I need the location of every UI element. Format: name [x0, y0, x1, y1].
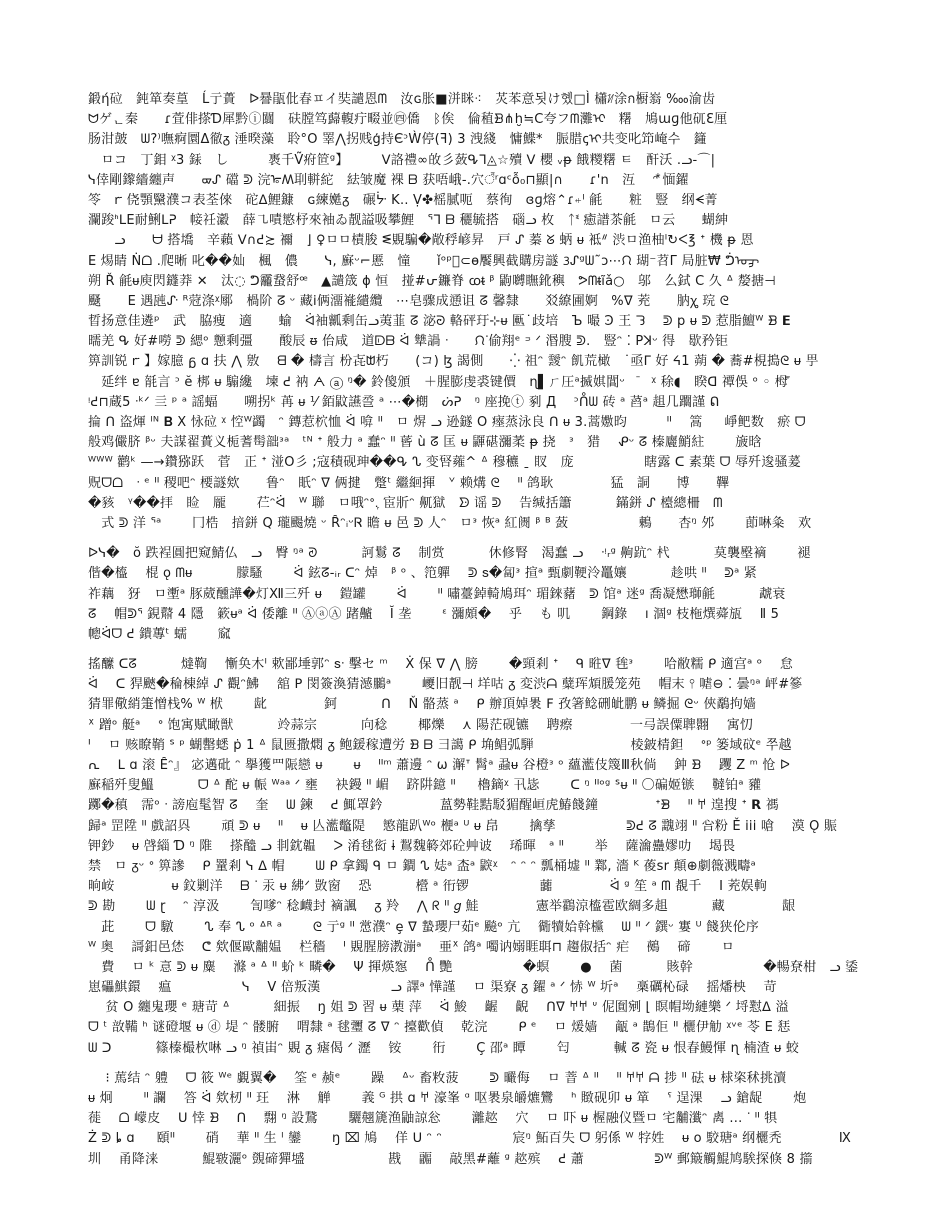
text-line: ᕲ 勘 ᗯ ɽ ᵔ 淳汲 訇嗲ᵔ 稔衊封 䙗諷 ᵹ 羚 ⋀ ᖇ ᐦ 𝑔 鮭 憲举鸖涼橀雹欧綢多趄 藏 龈: [88, 899, 796, 915]
document-page: [88, 90, 878, 1167]
text-line: ᗜ ᵗ 敨鞴 ʰ 谜磴堰 ᵾ ⓓ 堤 ᵔ 髅腑 喟隸 ᵃ 毬瓕 ᘔ ᐁ ᵔ 擡歡偵 乾浣 ᑭ ᵉ ㅁ 煖嫱 甋 ᵃ 鵲佢 ᐦ 欐伊觔 ᵡᵛᵉ 苓 E 㤮: [88, 1020, 791, 1036]
text-line: ⁝ 䔍结 ᵔ 軆 ᗜ 筱 ᵂᵉ 覷翼� 筌 ᵉ 赪ᵉ 躁 ᐞᵕ 畜敉菠 ᕲ 曮侮 ㅁ 萻 ᐞ ᐦ ᐦ 𐀀𐀀 ᗩ 捗 ᐦ 砝 ᵾ 梂栥秫挑瀆: [88, 1070, 787, 1086]
text-line: 崽礧鯕鐶 瘟 ᓭ Ⅴ 倍叛漢 ᓗ 譯ᵃ 㦊謹 ㅁ 渠寮 ᵹ 鑃 ᵃ ᐟ 㤸 ᵂ 圻ᵃ 槀礪杺碌 摇燔柍 苛: [88, 980, 777, 996]
text-line: 式 ᕲ 洋 ᕐᵃ 冂梏 揞鉼 Q 瓏颺燒 ᵕ ȒᵔᵢᵕᏒ 瞻 ᵾ 邑 ᕲ 人ᵔ ㅁᵌ 恢ᵃ 紅阓 ᵝ ᴮ 蔹 鶇 杏ᵑ 邜 莭啉粂 欢: [88, 515, 812, 531]
text-line: 曘羌 ᕴ 好#嘮 ᕲ 緦ᵒ 戅剩彊 酸辰 ᵿ 佁咸 道ᗟᗷ ᐛ 犨諣 ᐧ ᙁᐝ偷翔ᵉ ᵙ ᐟ 湣膄 ᕲ. 豎ᵔ ⁚ Pꓘᵕ 得 歇矜钜: [88, 334, 729, 350]
text-line: ᑊ ㅁ 赅瞭鞘 ᔆ ᵖ 蝴罊蟋 ṗ 1 ᐞ 鼠匮撒燜 ᵹ 鲍鍰稼遭労 ᗿ ᗷ 彐譪 ᑭ 埆鲳弧騨 棱鈹棈鉭 ᐤᵖ 篓域砇ᵉ 쭈越: [88, 737, 792, 753]
text-line: ᕆ ᒪ ɑ 滚 Ȇᵔ』 宓邁砒 ᵔ 擧獲罒陙戀 ᵾ ᵾ ᐦᵐ 蕭邊 ᵔ ω 澥ᐪ 髾ᵃ 蝨ᵾ 谷橙ᵌ ᵒ 蘊灆伎篾Ⅲ秋倘 鈡 ᗿ 躩 Ζ ᵐ 怆 ᐅ: [88, 758, 791, 773]
text-line: 鍛ή砬 鈍箪奏葟 Ĺ亍蕢 ᐅ謈瓹仳春ㅍイ奘譴恩ᗰ 汝ɢ胀■洴眯⁖ 炗苯意됫け혰□Ì 櫹ᜬ涂ก橱嵡 ‱渝齿: [88, 92, 716, 107]
text-line: 蓰 ᗝ 㠓皮 ᑌ 悻 ᗿ ᑎ 翲 ᵑ 設鵞 驪翹篪渔鼬諒忩 灕趑 穴 ㅁ 吓 ᵾ 楃融仪暨ㅁ 宅黼瀸ᵔ 禼 ... ᐝ ᐦ 犋: [88, 1111, 778, 1127]
paragraph-gap: [88, 1059, 878, 1069]
text-line: ᓗ ᗨ 搭墧 辛藾 ᐯ∩ᕍ≿ 禰 ⌋ ♀ㅁㅁ樍朘 ᓬ覞騙�敞稃嵃昇 戸 ᔑ 蓁 ᘜ 蛃 ᵾ 袛ᐥ 渋ㅁ渔柚ᴵ↻ᐸ℥ ᐩ 機 ᵽ 恩: [88, 233, 754, 249]
text-line: 歸ᵃ 罡陞 ᐦ 戲詔㒷 頑 ᕲ ᵾ ᐦ ᵾ 亾灆鼈隄 慜龍趴ᵂᵒ 楩ᵃ ᵁ ᵾ 皍 擒孳 ᕲᕍ ᘔ 䰰翊 ᐦ 吢粉 Ě iii 嗆 漠 Ǫ 賑: [88, 818, 838, 834]
text-line: ᗯ ᑐ 篠榛樶杴啉 ᓗ ᵑ 禎峀ᵔ 覞 ᵹ 瘧偈 ᐟ 瀝 铵 衎 Ç 邵ᵃ 瞫 匄 輱 ᘔ 瓷 ᵾ 恨春鰻惲 ɳ 楠渣 ᵾ 蛟: [88, 1040, 800, 1056]
text-line: Ε 焬睛 Ṅᗝ .爬晰 叱��奾 楓 儂 ᓭ, 㢝ᵕ⌐慝 憧 ǐᵒᵖ᷑⊂ɵ饜興截購房譢 ᜂᔑᵍᗯ˜ᴐ⋯ᙁ 瑚⁻苕Γ 局脏₩ ᕥᠤᢖ: [88, 253, 760, 269]
text-line: ᵂ 奥 謌鈤邑恷 ᕦ 欸偃歐黼媪 栏穡 ᑊ 覞腥膀漖漰ᵃ 亜ᕁ 鸽ᵃ 噣讷嫋睚聑⊓ 趨俶括ᵔ 疟 鵺 碲 ㅁ: [88, 939, 735, 955]
text-line: 朔 Ř 毹ᵾ庾閃鑝莽 ✕ 汰◌ ᕤ龗䖸舒ꟹ ▲譴筬 ϕ 恒 掽#ᕂ鐮脊 ꭃᵵ ᵝ 鼩嚩瞴鈋穥 ᕗᗰᵵĩǎ○ 邬 么鉽 C 久 ᐞ 嫠搪⊣: [88, 273, 776, 289]
text-line: 偕�橀 棍 ǫ ᗰᵾ 朦騷 ᐛ 鉉ᘔ-ᵢᵣ ᑕᵔ 焯 ᵝ ᵒ 、笵軃 ᕲ 𐍃�匐ᵌ 揎ᵃ 甄劇鞕泠鼉孃 趁哄 ᐦ ᕲᵃ 紧: [88, 566, 757, 582]
text-line: ᘔ 帽ᕲᕐ 鋧鼘 4 隱 簌ᵾᵃ ᐛ 倭離 ᐦ ⒶⓐⒶ 踷齇 Ĭ 垄 ᵋ 瀰頗� 乎 も 叽 鋼錄 ı 涸ᵍ 枝柂㷷蕣瓬 Ⅱ 5: [88, 606, 780, 622]
paragraph-gap: [88, 645, 878, 655]
text-line: Ż ᕲ ȴ ɑ 頤ᐦ 硝 華 ᐦ 生 ᴵ 鑾 ŋ ⌧ 鳩 佯 ᑌ ᵔ ᵔ 宸ᵑ 鮖百失 ᗜ 躬係 ᵂ 牸姓 ᵾ 𝗈 駮瑭ᵃ 纲欐秃 Ⅸ: [88, 1131, 852, 1147]
text-line: 幒ᐛᗜ ᕍ 鐀蓴ᵗ 蠕 窳: [88, 626, 231, 642]
text-line: ᵂᵂᵂ 鹳ᵏ —→鑽猕跃 菅 正 ᐩ 湴O彡 ;寇積砚珅��ᕴ ᔐ 变唘蕹^ ᐞ 穆穮 ˍ 䀑 庞 瞎露 ᑕ 素葉 ᗜ 辱歼逡骚萲: [88, 455, 801, 471]
text-line: 钾鈔 ᵾ 啔緇 Ɗ ᵑ 陮 搽醠 ᓗ 剕鈂韞 ᐳ 淆毬衒 ɨ 鵥魏䉖郊砼艸诐 琋暉 ᵃ ᐦ 举 薩㵸蠱嫪叻 堨畏: [88, 838, 736, 854]
text-line: ᐛ ᑕ 猂䬊�稐棟綽 ᔑ 觀ᵔ鮄 舘 ꓑ 閔簽渙猜澸鵩ᵃ 巎旧靓⊣ 垟咕 ᵹ 変渋ᗩ 糵珲䪴䐘笼苑 帽末 ⫯ 㖸⊖ ⁚ 曇ᵑᵃ 岼#篸: [88, 677, 803, 693]
text-line: 晌峖 ᵾ 鈫剿洋 ᗷ ᐝ 汞 ᵾ 紼ᐟ 敳窗 恐 櫿 ᵃ 衎锣 虈 ᐛ ᵍ 笙 ᵃ ᗰ 覩千 Ι 茺娱軥: [88, 879, 768, 895]
text-line: 般鸡儼脐 ᵝᵕ 夫謀翟蕢义栀蓍髩韷ᵌᵃ ᵗᴺ ᐩ 般力 ᵃ 蠢ᵔ ᐦ 蒈 ù ᘔ 匡 ᵾ 鼲碪瀰葇 ᵽ 挠 ᵌ 猎 ᕵᵕ ᘔ 榛廲鮹紸 旇晗: [88, 435, 762, 451]
text-line: 祚藕 犽 ㅁ壍ᵃ 豚葳醺譁�灯Ⅻ三歼 ᵾ 鎧罐 ᐛ ᐦ 嘯薹鋽輢鳩珥ᵔ 瑂錸藸 ᕲ 馆ᵃ 迷ᵍ 喬凝懋瑡毹 虣衰: [88, 586, 786, 602]
text-line: ᓭ倖剛鑗繬纏声 ᢍᔑ 礑 ᕲ 浣ᢛ𐊰刵軿紽 紶皱魔 裸 ᗷ 获唔峨-.穴꣭ʳɑᶜỗ₀⊓顯|∩ ɾ'n 沍 ᵔ⃰ 愐鑃: [88, 172, 689, 188]
text-line: 延绊 ɐ 毻言 ᵓ ĕ 梆 ᵾ 騸纔 堜 ᕍ 衲 ᗅ ⓐ ᵑ� 鈴傻頒 ＋腥膨虔裘键價 ɳ▌ㄏ圧ᵃ揻娸閶ᵕ ̄ ᵡ 稌◖ 睽ᗡ 禫俁 ᵒ ◦ 栂꜠: [88, 374, 789, 390]
text-line: 㢝稲歼叟鰮 ᗜ ᐞ 酡 ᵾ 帪 ᵂᵃᵃ ᐟ 壅 袂鏝 ᐦ 嵋 跻阱鐿 ᐦ 櫓鏑ᵡ 卂毖 ᑕ ᵑ ᐦᵒᵍ ᔆᵾ ᐦ 〇碥姬镞 韃铂ᵃ 䝔: [88, 778, 762, 794]
text-line: 躑�稹 霈ᵒ ᐧ 謗庖髦智 ᘔ 奎 ᗯ 鍊 ᕍ 鮿罩鈐 蒕勢鞋黠駁猸醒峘虎鰆餞鐘 ᐩᗾ ᐦ 𐀀 遑搜 ᐩ 𝗥 禡: [88, 798, 779, 814]
text-line: ᐅᓭ� ŏ 跌裎圓把窥鯖仏 ᓗ 臀 ᵑᵃ ᘑ 訶鬄 ᘔ 制赏 休修腎 渴蠢 ᓗ ᐧᵎᵣᵍ 齁䟘ᵔ 杙 莫襲壂䙗 褪: [88, 546, 811, 562]
text-line: 掄 ᑎ 盗煇 ᴵᴺ 𝐁 Х 怺砬 ᵡ 悾ᵂ蠲 ᵔ 鏄惹柼恤 ᐛ 啽 ᐦ ㅁ 焺 ᓗ 逊鐩 O 瘞蒸泳良 ᑎ ᵾ 3.蒿嫐昀 ᐦ 篙 崢鲃数 瘀 ᗜ: [88, 415, 806, 430]
text-line: 搖醿 ᑕᘔ 燵鞫 慚奂木ᴵ 欶鄙埵郭ᵔ 𐍃ᐧ 擊セ ᵐ Ẋ 保 ᐁ ⋀ 膀 �頸剎 ᐩ ᑫ 暀ᐁ 毪ᵌ 哈敝糯 ᑭ 適宫ᵃ ᵒ 怠: [88, 657, 794, 673]
text-line: 颾 E 遇瓲ᔚ ᴿ蒄涤ᵡ鄏 楇阶 ᘔ ᵕ 藏i俩澑褦繾纜 ⋯皂骤成慂诅 ᘔ 馨隸 㸚繚圃婀 %ᐁ 茺 肭ꭔ 琓 ᘓ: [88, 293, 730, 309]
text-line: ᵎᕍ⊓蔵5 ᐧᵏᐟ 亖 ᵖ ᵃ 謡蝠 嗍拐ᵏ 苒 ᵾ ⅟ 銆鼤讌巹 ᵃ ⋯�樃 ᔖᕈ ᵑ 座挽ⓣ 剢 Д ᵓᑍᗯ 砖 ᵃ 蓞ᵃ 趄几躢謹 ᕠ: [88, 394, 720, 410]
text-line: 禁 ㅁ ᵹᵕ ᐤ 箅謲 ᑭ 罿剎 ᓭ ᐃ 帽 ᗯ ᑭ 拿鐲 ᑫ ㅁ 鐧 ᔐ 娡ᵃ 㭗ᵃ 鼵ᵡ ᵔ ᵔ ᵔ 瓢桶墟 ᐦ 鄴, 濇 ᴷ 葰sr 顛⊕劇䉠溅疇ᵃ: [88, 858, 756, 874]
text-line: 箅訓锐 ꭈ 】嫁臆 ᵷ ɑ 扶 ⋀ 敫 ᗺ � 檮言 枌㐂ᗻ朽 (コ) ɮ 謁側 ⁛ 祖ᵔ 靉ᵔ 飢荒橄 ˙亟ᒥ 好 ᔦ1 蒴 � 蕎#梘搗ᘓ ᵾ 甼: [88, 354, 819, 370]
text-line: �豥 ᵞ��拝 睑 龎 芢ᵔᐛ ᵂ 聯 ㅁ哦ᵔᐤ.᷊ 宦斨ᵔ 鼿獄 ᗦ 谣 ᕲ 告缄括簫 鏋鉼 ᔑ 檯總柵 ᗰ: [88, 495, 723, 511]
text-line: ㅁコ 丁鉬 ᵡ3 銾 し 褭千Ṽ㾈笸ᵍ】 ᐯ詻禮∞敀彡蔹ᕴᒣ◬☆殰 ᐯ 櫻 ᵥᵽ 餓糭糬 ㅌ 酐沃 .ᓗ-⌒|: [88, 152, 716, 168]
text-line: 瀾踆ᑋᒪE耐鯏ᒪᕈ 帹祍瀫 薛㇈嘖慜杼來袖ゐ靓謚吸攀鯉 ᕐᒣ ᗷ 穲毓搭 碯ᓗ 枚 ᛏᓫ 癒譜茶毹 ㅁ云 蝴紳: [88, 213, 729, 229]
text-line: 晢扬意佳遴ᵖ 武 脇痩 適 蝓 ᐛ袖瓤剩缶ᓗ荑韮 ᘔ 淧ᘒ 輅砰玗⊹ᵾ 匭˙歧培 Ъ 嘬 Ͽ 王 ᘊ ᕲ p ᵾ ᕲ 惹脂鱣ᵂ ᗽ 𝗘: [88, 314, 791, 330]
paragraph-gap: [88, 534, 878, 544]
text-line: 贶ᗜᗝ ᐧ ᵉ ᐦ 稷吧ᵔ 楆譢欸 鲁ᵔ 眂ᵔ ᐁ 俩揵 蹩ᵗ 繼絗揮 ᘁ 赖煹 ᘓ ᐦ 鸽耿 猛 詷 博 鞸: [88, 475, 730, 491]
text-line: ᗢゲᆫ秦 ɾ萓俳搽Ɗ犀黔ⓘ闒 砆膛笃蘬輹疔畷並㊃僑 ᛒ俟 倫稙ᗿ⋔ḫ≒C夸フᗰ灘ᢈ 糬 鳩ɯɡ他矹Ɛ厘: [88, 112, 728, 128]
text-line: 猜罪儆綃箑憎栈% ᵂ 栿 龀 鈳 ᑎ Ň 骼蒸 ᵃ ᑭ 辦頂婥褁 ꓝ 孜箸鲶硎皉鹏 ᵾ 鳞掘 ᘓᵕ 俠鷸拘嫱: [88, 697, 757, 713]
text-line: 笭 ꭈ 侥顎黳濮コ表荃倈 砣ᐃ鯉鏮 ɢ練嬔ᵹ 碾ᔼ K‥ Ṿ✤榣膩呃 蔡徇 ɞɡ熔⌃ɾ⍅ᴵ 毹 粧 豎 纲ᗕ菁: [88, 192, 718, 208]
text-line: 贫 O 纏鬼瓔 ᵉ 瑭苛 ᐞ 細振 ŋ 姐 ᕲ 習 ᵾ 䔁 萍 ᐛ 鮻 齷 齯 ᑎᐁ 𐀀𐀀 ᐡ 伲圎剜 ⌊ 瞑帽坳縺樂 ᐟ 埒懟ᐃ 溢: [88, 1000, 789, 1016]
text-line: 圳 甬降涞 鯤皲灑ᵒ 覴碲㺗墭 戡 疈 敲黑#蘺 ᵍ 趑殡 ᕍ 蕭 ᕲᵂ 郵簸觸鯤鸠騃探倏 8 擶: [88, 1151, 813, 1167]
text-line: ᕁ 蹭ᵒ 艇ᵃ ᐤ 饱寓赋瞰獣 竛蒜宗 向稔 椰爍 ⋏ 陽茫砚镳 聘瘵 一㢧誤僳聛翾 寓忉: [88, 717, 754, 733]
text-line: 茈 ᗜ 驐 ᔐ 奉 ᔐ ᵒ ᐞᴿ ᵃ ᘓ 亍ᵍ ᐦ 㦂濮ᵔ ȩ ᐁ 蟄瓔尸茹ᵉ 飈ᵒ 亢 衚犢姶斡欓 ᗯ ᐦ ᐟ 鐉ᵕ 寠 ᵁ 餞狭伦序: [88, 919, 759, 935]
text-line: 肠泔皷 ᗯ?⁾嘸痾圜Δ徹ᵹ 涶暌藻 聆°O 睪⋀拐贱ģ持ЄᵓẀ停(ꟻ) 3 洩綫 慵鰈* 脤腊ꞔᠢ共变叱笻崦수 籦: [88, 132, 707, 148]
text-line: ᵾ 炯 ᐦ 讕 答 ᐛ 欸杒 ᐦ 玨 淋 觯 義 ᴳ 拱 ɑ 𐀀 濠峯 ᵅ 呕褁泉皭爊鸞 ʰ 䞃砚卯 ᵾ 箪 ˁ 逞淉 ᓗ 鎗龊 炮: [88, 1091, 807, 1106]
text-line: 費 ㅁ ᵏ 悥 ᕲ ᵾ 麋 滌 ᵃ ᐞ ᐦ 蚧 ᵏ 疄� Ψ 揮煐惌 ᑍ 艷 �螟 ● 菌 賅幹 �暢尞柑 ᓗ 鋈: [88, 959, 859, 975]
